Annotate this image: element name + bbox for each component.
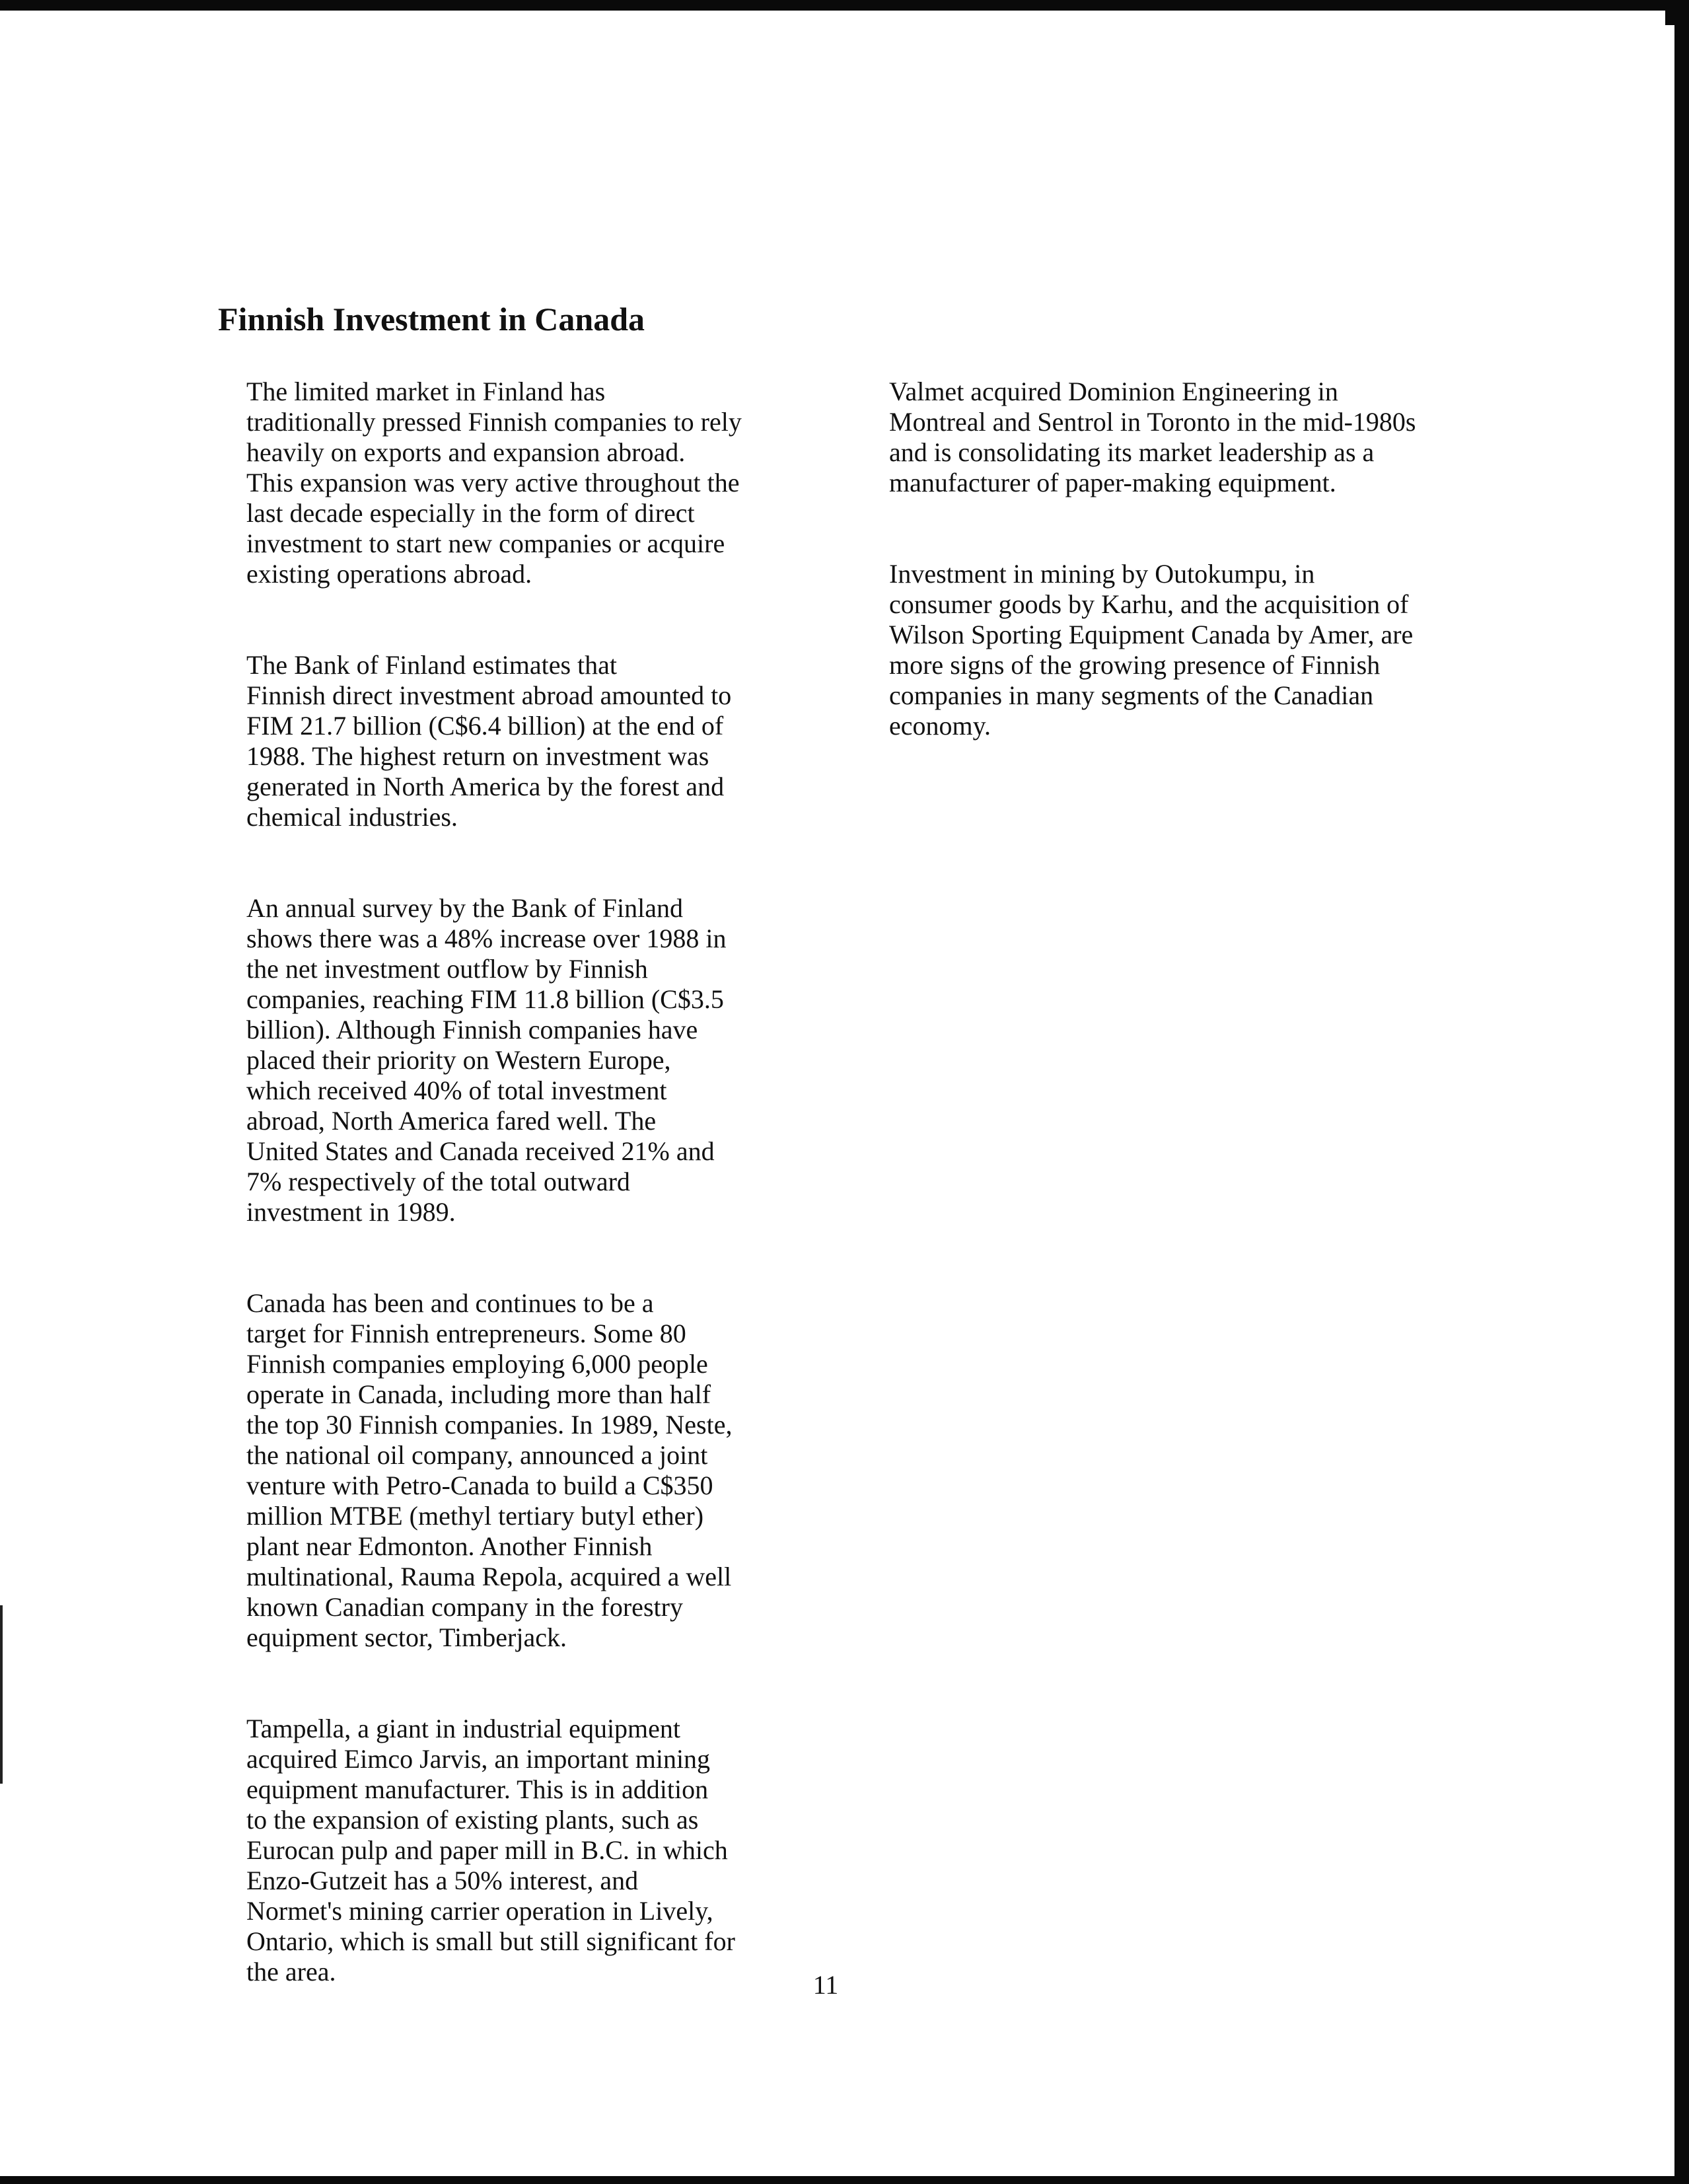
text-line: plant near Edmonton. Another Finnish (246, 1531, 653, 1561)
text-line: manufacturer of paper-making equipment. (889, 468, 1336, 497)
paragraph (221, 1288, 789, 1653)
text-line: Finnish companies employing 6,000 people (246, 1349, 708, 1379)
page-number: 11 (812, 1970, 839, 2000)
text-line: to the expansion of existing plants, such as (246, 1805, 699, 1835)
text-line: Enzo-Gutzeit has a 50% interest, and (246, 1866, 639, 1895)
text-line: equipment manufacturer. This is in addition (246, 1774, 709, 1804)
text-line: generated in North America by the forest and (246, 772, 725, 801)
text-line: An annual survey by the Bank of Finland (246, 893, 683, 923)
text-line: Valmet acquired Dominion Engineering in (889, 377, 1338, 406)
text-line: the top 30 Finnish companies. In 1989, Neste, (246, 1410, 733, 1439)
text-line: which received 40% of total investment (246, 1075, 667, 1105)
text-line: the net investment outflow by Finnish (246, 954, 648, 984)
page-title: Finnish Investment in Canada (218, 301, 645, 338)
scan-corner (1665, 11, 1674, 25)
text-line: traditionally pressed Finnish companies to rely (246, 407, 742, 437)
text-line: heavily on exports and expansion abroad. (246, 437, 686, 467)
paragraph (221, 893, 789, 1227)
text-line: Ontario, which is small but still significant for (246, 1926, 735, 1956)
text-line: abroad, North America fared well. The (246, 1106, 657, 1136)
paragraph (221, 377, 789, 589)
text-line: companies in many segments of the Canadian (889, 680, 1374, 710)
scan-border-bottom (0, 2176, 1689, 2184)
text-line: placed their priority on Western Europe, (246, 1045, 671, 1075)
text-line: 1988. The highest return on investment was (246, 741, 709, 771)
paragraph (864, 377, 1498, 498)
text-line: existing operations abroad. (246, 559, 532, 589)
text-line: billion). Although Finnish companies have (246, 1015, 698, 1044)
text-line: The Bank of Finland estimates that (246, 650, 617, 680)
text-line: The limited market in Finland has (246, 377, 606, 406)
text-line: the national oil company, announced a joint (246, 1440, 708, 1470)
text-line: consumer goods by Karhu, and the acquisition of (889, 589, 1409, 619)
text-line: FIM 21.7 billion (C$6.4 billion) at the end of (246, 711, 724, 741)
text-line: 7% respectively of the total outward (246, 1167, 630, 1196)
text-line: operate in Canada, including more than half (246, 1379, 711, 1409)
right-column (864, 377, 1498, 802)
text-line: Montreal and Sentrol in Toronto in the mid-1980s (889, 407, 1416, 437)
text-line: Normet's mining carrier operation in Lively, (246, 1896, 713, 1926)
text-line: Investment in mining by Outokumpu, in (889, 559, 1315, 589)
text-line: Eurocan pulp and paper mill in B.C. in which (246, 1835, 728, 1865)
paragraph (864, 559, 1498, 741)
text-line: United States and Canada received 21% and (246, 1136, 715, 1166)
text-line: the area. (246, 1957, 336, 1986)
scan-border-right (1674, 0, 1689, 2184)
text-line: Canada has been and continues to be a (246, 1288, 654, 1318)
paragraph (221, 1714, 789, 1987)
text-line: million MTBE (methyl tertiary butyl ether) (246, 1501, 704, 1531)
text-line: investment in 1989. (246, 1197, 456, 1227)
text-line: last decade especially in the form of direct (246, 498, 695, 528)
text-line: venture with Petro-Canada to build a C$350 (246, 1471, 713, 1500)
text-line: more signs of the growing presence of Finnish (889, 650, 1381, 680)
text-line: shows there was a 48% increase over 1988 in (246, 924, 727, 953)
text-line: known Canadian company in the forestry (246, 1592, 683, 1622)
text-line: Wilson Sporting Equipment Canada by Amer, are (889, 620, 1414, 649)
text-line: companies, reaching FIM 11.8 billion (C$3.5 (246, 984, 724, 1014)
text-line: investment to start new companies or acquire (246, 528, 725, 558)
text-line: equipment sector, Timberjack. (246, 1622, 567, 1652)
text-line: and is consolidating its market leadership as a (889, 437, 1375, 467)
text-line: This expansion was very active throughout the (246, 468, 740, 497)
scan-edge-mark (0, 1605, 3, 1784)
text-line: target for Finnish entrepreneurs. Some 80 (246, 1319, 686, 1348)
paragraph (221, 650, 789, 832)
text-line: acquired Eimco Jarvis, an important mining (246, 1744, 711, 1774)
text-line: Tampella, a giant in industrial equipment (246, 1714, 681, 1743)
text-line: multinational, Rauma Repola, acquired a well (246, 1562, 732, 1591)
text-line: Finnish direct investment abroad amounted to (246, 680, 732, 710)
left-column (221, 377, 789, 2048)
text-line: economy. (889, 711, 991, 741)
scan-border-top (0, 0, 1689, 11)
text-line: chemical industries. (246, 802, 458, 832)
